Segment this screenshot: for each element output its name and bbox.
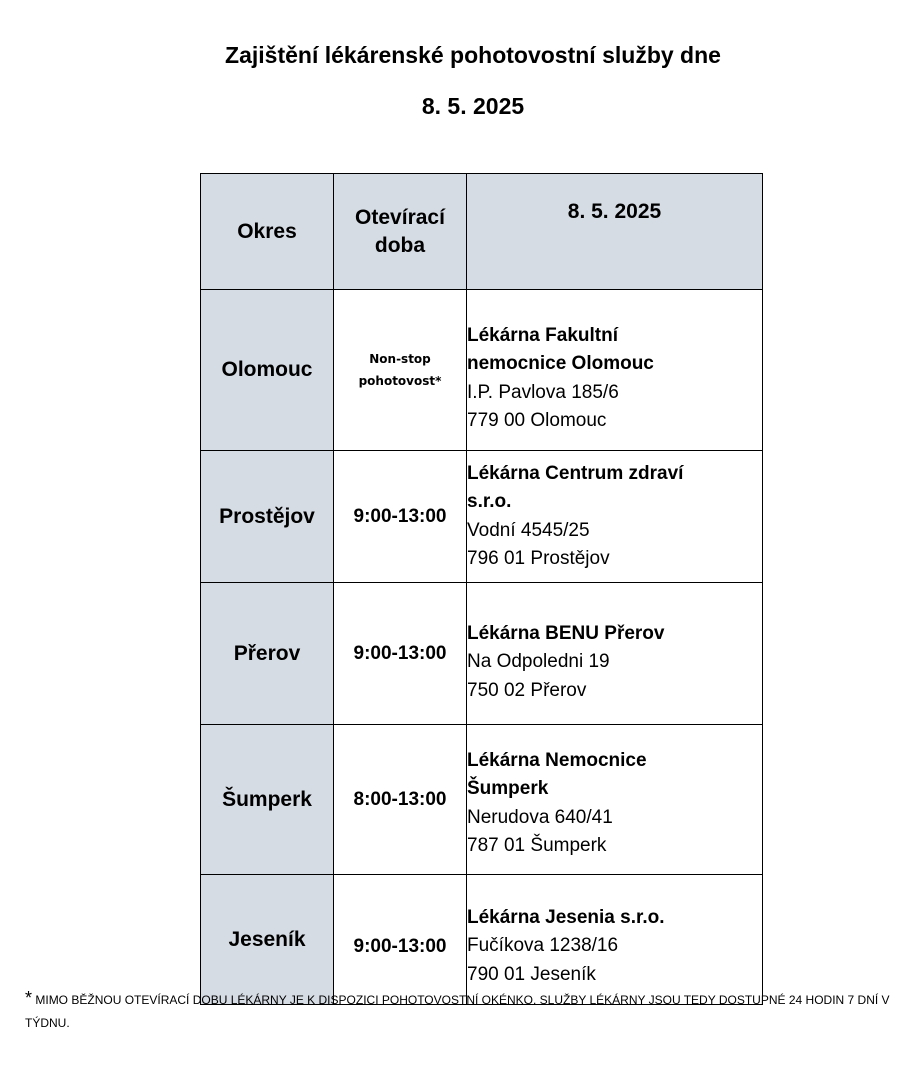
page-date: 8. 5. 2025 xyxy=(421,93,525,119)
pharmacy-street: Fučíkova 1238/16 xyxy=(467,935,619,957)
pharmacy-name-line1: Lékárna BENU Přerov xyxy=(467,622,665,644)
pharmacy-name-line1: Lékárna Jesenia s.r.o. xyxy=(467,906,665,928)
pharmacy-city: 779 00 Olomouc xyxy=(467,410,607,431)
pharmacy-street: I.P. Pavlova 185/6 xyxy=(467,381,619,403)
footnote-asterisk: * xyxy=(25,988,33,1008)
pharmacy-cell xyxy=(467,725,763,875)
doba-cell: 8:00-13:00 xyxy=(334,725,467,875)
pharmacy-name-line1: Lékárna Nemocnice xyxy=(467,749,647,771)
pharmacy-cell xyxy=(467,451,763,583)
page-title: Zajištění lékárenské pohotovostní služby dne xyxy=(225,42,721,68)
pharmacy-street: Nerudova 640/41 xyxy=(467,806,613,828)
table-row xyxy=(201,583,763,725)
pharmacy-name-line2: nemocnice Olomouc xyxy=(467,353,654,374)
pharmacy-name-line1: Lékárna Centrum zdraví xyxy=(467,462,684,484)
header-okres: Okres xyxy=(201,174,334,290)
pharmacy-name-line2: Šumperk xyxy=(467,778,549,799)
pharmacy-name-line1: Lékárna Fakultní xyxy=(467,324,618,346)
table-row xyxy=(201,875,763,1005)
okres-cell: Prostějov xyxy=(201,451,334,583)
okres-cell: Šumperk xyxy=(201,725,334,875)
table-header-row xyxy=(201,174,763,290)
doba-cell: 9:00-13:00 xyxy=(334,583,467,725)
header-date: 8. 5. 2025 xyxy=(467,174,763,290)
pharmacy-cell xyxy=(467,290,763,451)
table-row xyxy=(201,451,763,583)
pharmacy-city: 790 01 Jeseník xyxy=(467,963,596,985)
doba-cell: 9:00-13:00 xyxy=(334,875,467,1005)
pharmacy-city: 787 01 Šumperk xyxy=(467,835,607,856)
table-row xyxy=(201,290,763,451)
doba-cell: 9:00-13:00 xyxy=(334,451,467,583)
header-oteviraci-doba xyxy=(334,174,467,290)
pharmacy-city: 750 02 Přerov xyxy=(467,679,587,701)
okres-cell: Přerov xyxy=(201,583,334,725)
doba-line2: pohotovost* xyxy=(358,374,442,388)
pharmacy-duty-table xyxy=(200,173,763,1005)
okres-cell: Jeseník xyxy=(201,875,334,1005)
okres-cell: Olomouc xyxy=(201,290,334,451)
pharmacy-street: Vodní 4545/25 xyxy=(467,519,590,541)
footnote xyxy=(25,987,905,1035)
header-doba-line2: doba xyxy=(374,233,426,257)
table-row xyxy=(201,725,763,875)
doba-cell xyxy=(334,290,467,451)
pharmacy-street: Na Odpoledni 19 xyxy=(467,651,610,673)
doba-line1: Non-stop xyxy=(369,352,431,366)
pharmacy-cell xyxy=(467,583,763,725)
footnote-text: MIMO BĚŽNOU OTEVÍRACÍ DOBU LÉKÁRNY JE K DISPOZICI POHOTOVOSTNÍ OKÉNKO. SLUŽBY LÉKÁRNY JSOU TEDY DOSTUPNÉ 24 HODIN 7 DNÍ V TÝDNU. xyxy=(25,993,890,1030)
pharmacy-cell xyxy=(467,875,763,1005)
header-doba-line1: Otevírací xyxy=(355,205,445,229)
pharmacy-name-line2: s.r.o. xyxy=(467,491,512,512)
pharmacy-city: 796 01 Prostějov xyxy=(467,548,610,569)
